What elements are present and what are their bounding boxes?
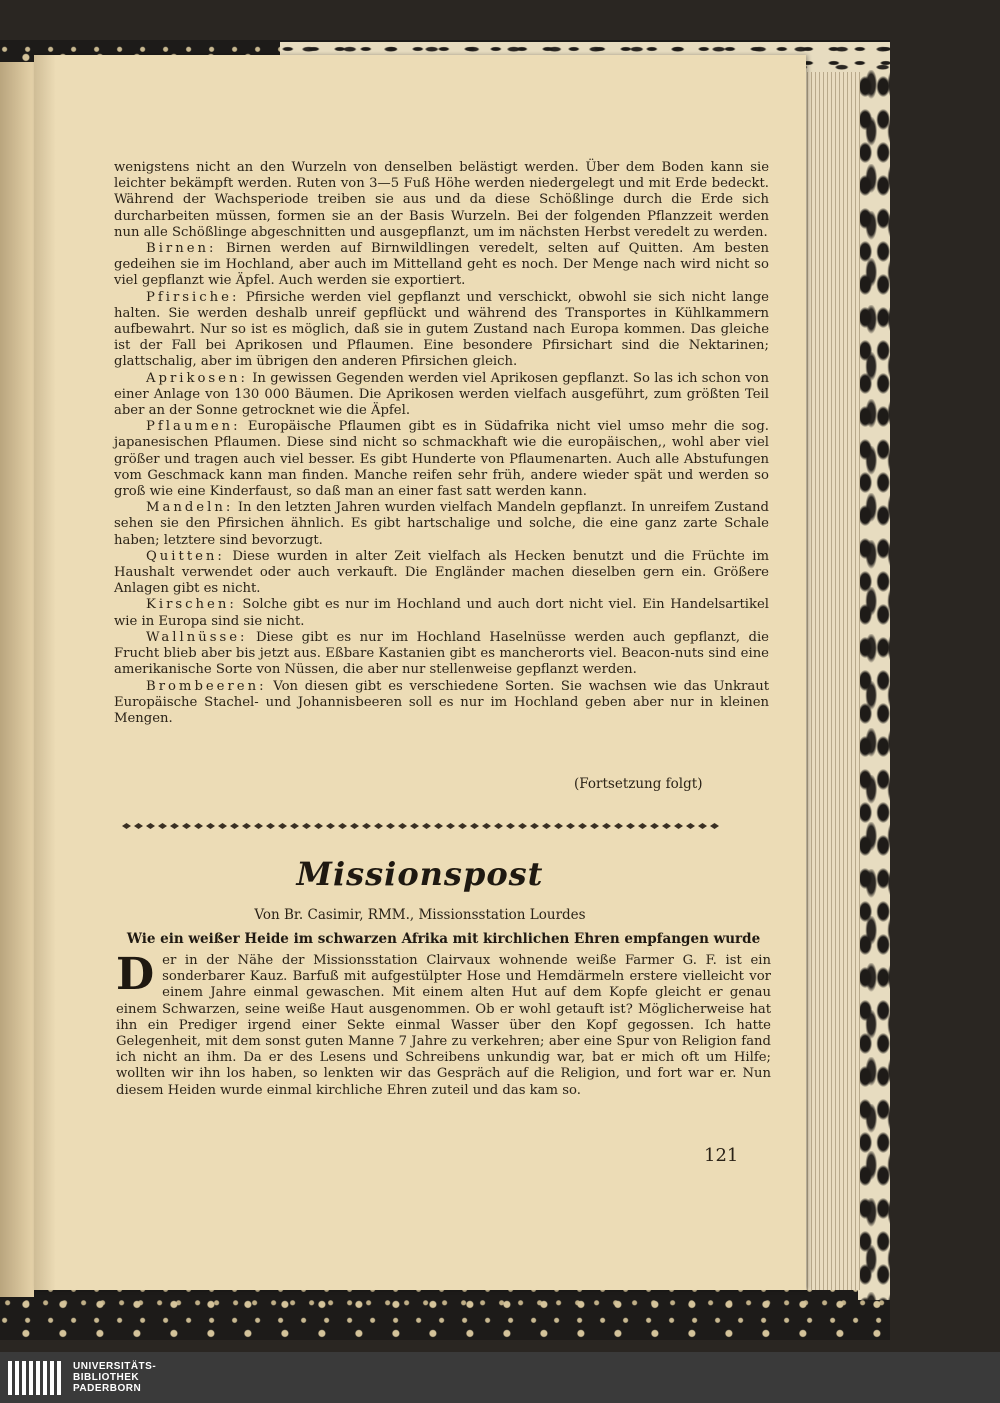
heading-mandeln: Mandeln: — [146, 500, 234, 516]
ornament-glyph — [662, 823, 671, 829]
ornament-glyph — [266, 823, 275, 829]
ornament-glyph — [566, 823, 575, 829]
ornament-glyph — [146, 823, 155, 829]
heading-birnen: Birnen: — [146, 241, 217, 257]
ornament-glyph — [458, 823, 467, 829]
article-title: Missionspost — [296, 855, 544, 893]
text-quitten: Diese wurden in alter Zeit vielfach als Hecken benutzt und die Früchte im Haushalt verwendet oder auch verkauft. Die Engländer machen dieselben gern ein. Größere Anlagen gibt es nicht. — [114, 548, 769, 597]
heading-walnuesse: Wallnüsse: — [146, 629, 248, 645]
ornament-glyph — [446, 823, 455, 829]
paragraph-quitten — [114, 549, 769, 598]
heading-quitten: Quitten: — [146, 548, 225, 564]
marbled-edge-right — [858, 70, 890, 1300]
ornament-glyph — [674, 823, 683, 829]
ornament-glyph — [362, 823, 371, 829]
article-body-text: er in der Nähe der Missionsstation Clairvaux wohnende weiße Farmer G. F. ist ein sonderbarer Kauz. Barfuß mit aufgestülpter Hose und Hemdärmeln erstere vielleicht vor einem Jahre einmal gewaschen. Mit einem alten Hut auf dem Kopfe gleicht er genau einem Schwarzen, seine weiße Haut ausgenommen. Ob er wohl getauft ist? Möglicherweise hat ihn ein Prediger irgend einer Sekte einmal Wasser über den Kopf gegossen. Ich hatte Gelegenheit, mit dem sonst guten Manne 7 Jahre zu verkehren; aber eine Spur von Religion fand ich nicht an ihm. Da er des Lesens und Schreibens unkundig war, bat er mich oft um Hilfe; wollten wir ihn los haben, so lenkten wir das Gespräch auf die Religion, und fort war er. Nun diesem Heiden wurde einmal kirchliche Ehren zuteil und das kam so. — [116, 953, 771, 1098]
heading-aprikosen: Aprikosen: — [146, 370, 248, 386]
text-brombeeren: Von diesen gibt es verschiedene Sorten. Sie wachsen wie das Unkraut Europäische Stachel- und Johannisbeeren soll es nur im Hochland geben aber nur in kleinen Mengen. — [114, 678, 769, 726]
text-pflaumen: Europäische Pflaumen gibt es in Südafrika nicht viel umso mehr die sog. japanesischen Pflaumen. Diese sind nicht so schmackhaft wie die europäischen,, wohl aber viel größer und tragen auch viel besser. Es gibt Hunderte von Pflaumenarten. Auch alle Abstufungen vom Geschmack kann man finden. Manche reifen sehr früh, andere wieder spät und werden so groß wie eine Kinderfaust, so daß man an einer fast satt werden kann. — [114, 419, 769, 500]
ornament-glyph — [230, 823, 239, 829]
ornament-glyph — [182, 823, 191, 829]
paragraph-pfirsiche — [114, 290, 769, 371]
ornament-glyph — [410, 823, 419, 829]
heading-brombeeren: Brombeeren: — [146, 678, 267, 694]
book-page — [34, 55, 806, 1290]
ornament-glyph — [614, 823, 623, 829]
library-name-line2: BIBLIOTHEK — [73, 1372, 140, 1383]
ornament-glyph — [506, 823, 515, 829]
ornament-glyph — [590, 823, 599, 829]
library-name — [73, 1361, 156, 1394]
paragraph-pflaumen — [114, 419, 769, 500]
heading-pfirsiche: Pfirsiche: — [146, 289, 240, 305]
continued-note: (Fortsetzung folgt) — [574, 776, 703, 792]
ornament-glyph — [494, 823, 503, 829]
ornament-glyph — [290, 823, 299, 829]
page-stack-edges — [800, 72, 860, 1290]
ornament-glyph — [638, 823, 647, 829]
ornament-glyph — [314, 823, 323, 829]
fruit-text-block — [114, 160, 769, 727]
ornament-glyph — [482, 823, 491, 829]
ornament-glyph — [602, 823, 611, 829]
ornament-glyph — [434, 823, 443, 829]
heading-kirschen: Kirschen: — [146, 597, 237, 613]
ornament-glyph — [386, 823, 395, 829]
ornament-glyph — [206, 823, 215, 829]
paragraph-aprikosen — [114, 371, 769, 420]
ornament-glyph — [650, 823, 659, 829]
heading-pflaumen: Pflaumen: — [146, 419, 241, 435]
paragraph-kirschen — [114, 597, 769, 629]
ornamental-divider — [122, 823, 722, 831]
ornament-glyph — [422, 823, 431, 829]
ornament-glyph — [326, 823, 335, 829]
text-kirschen: Solche gibt es nur im Hochland und auch dort nicht viel. Ein Handelsartikel wie in Europa sind sie nicht. — [114, 597, 769, 629]
ornament-glyph — [122, 823, 131, 829]
text-walnuesse: Diese gibt es nur im Hochland Haselnüsse werden auch gepflanzt, die Frucht blieb aber bis jetzt aus. Eßbare Kastanien gibt es mancherorts viel. Beacon-nuts sind eine amerikanische Sorte von Nüssen, die aber nur stellenweise gepflanzt werden. — [114, 629, 769, 678]
page-number: 121 — [704, 1145, 739, 1166]
ornament-glyph — [374, 823, 383, 829]
text-mandeln: In den letzten Jahren wurden vielfach Mandeln gepflanzt. In unreifem Zustand sehen sie den Pfirsichen ähnlich. Es gibt hartschalige und solche, die eine ganz zarte Schale haben; letztere sind bevorzugt. — [114, 500, 769, 548]
paragraph-walnuesse — [114, 630, 769, 679]
ornament-glyph — [170, 823, 179, 829]
text-aprikosen: In gewissen Gegenden werden viel Aprikosen gepflanzt. So las ich schon von einer Anlage von 130 000 Bäumen. Die Aprikosen werden vielfach ausgeführt, zum größten Teil aber an der Sonne getrocknet wie die Äpfel. — [114, 370, 769, 419]
text-birnen: Birnen werden auf Birnwildlingen veredelt, selten auf Quitten. Am besten gedeihen sie im Hochland, aber auch im Mittelland geht es noch. Der Menge nach wird nicht so viel gepflanzt wie Äpfel. Auch werden sie exportiert. — [114, 241, 769, 289]
ornament-glyph — [542, 823, 551, 829]
article-subtitle: Wie ein weißer Heide im schwarzen Afrika mit kirchlichen Ehren empfangen wurde — [126, 931, 761, 947]
paragraph-mandeln — [114, 500, 769, 549]
ornament-glyph — [338, 823, 347, 829]
paragraph-intro: wenigstens nicht an den Wurzeln von denselben belästigt werden. Über dem Boden kann sie leichter bekämpft werden. Ruten von 3—5 Fuß Höhe werden niedergelegt und mit Erde bedeckt. Während der Wachsperiode treiben sie aus und da diese Schößlinge durch die Erde sich durcharbeiten müssen, formen sie an der Basis Wurzeln. Bei der folgenden Pflanzzeit werden nun alle Schößlinge abgeschnitten und ausgepflanzt, um im nächsten Herbst veredelt zu werden. — [114, 160, 769, 240]
ornament-glyph — [350, 823, 359, 829]
library-logo-icon — [8, 1361, 61, 1395]
ornament-glyph — [686, 823, 695, 829]
article-byline: Von Br. Casimir, RMM., Missionsstation Lourdes — [254, 907, 586, 923]
ornament-glyph — [626, 823, 635, 829]
ornament-glyph — [530, 823, 539, 829]
ornament-glyph — [194, 823, 203, 829]
ornament-glyph — [518, 823, 527, 829]
ornament-glyph — [578, 823, 587, 829]
text-pfirsiche: Pfirsiche werden viel gepflanzt und verschickt, obwohl sie sich nicht lange halten. Sie werden deshalb unreif gepflückt und während des Transportes in Kühlkammern aufbewahrt. Nur so ist es möglich, daß sie in gutem Zustand nach Europa kommen. Das gleiche ist der Fall bei Aprikosen und Pflaumen. Eine besondere Pfirsichart sind die Nektarinen; glattschalig, aber im übrigen den anderen Pfirsichen gleich. — [114, 289, 769, 370]
ornament-glyph — [698, 823, 707, 829]
drop-cap: D — [116, 949, 155, 1000]
left-page-edge — [0, 62, 34, 1297]
ornament-glyph — [254, 823, 263, 829]
library-name-line1: UNIVERSITÄTS- — [73, 1361, 157, 1372]
article-body — [116, 949, 771, 1099]
ornament-glyph — [134, 823, 143, 829]
ornament-glyph — [554, 823, 563, 829]
ornament-glyph — [278, 823, 287, 829]
paragraph-birnen — [114, 241, 769, 290]
library-footer — [0, 1352, 1000, 1403]
ornament-glyph — [218, 823, 227, 829]
ornament-glyph — [158, 823, 167, 829]
library-name-line3: PADERBORN — [73, 1383, 142, 1394]
paragraph-brombeeren — [114, 679, 769, 728]
ornament-glyph — [710, 823, 719, 829]
ornament-glyph — [302, 823, 311, 829]
ornament-glyph — [470, 823, 479, 829]
ornament-glyph — [398, 823, 407, 829]
ornament-glyph — [242, 823, 251, 829]
